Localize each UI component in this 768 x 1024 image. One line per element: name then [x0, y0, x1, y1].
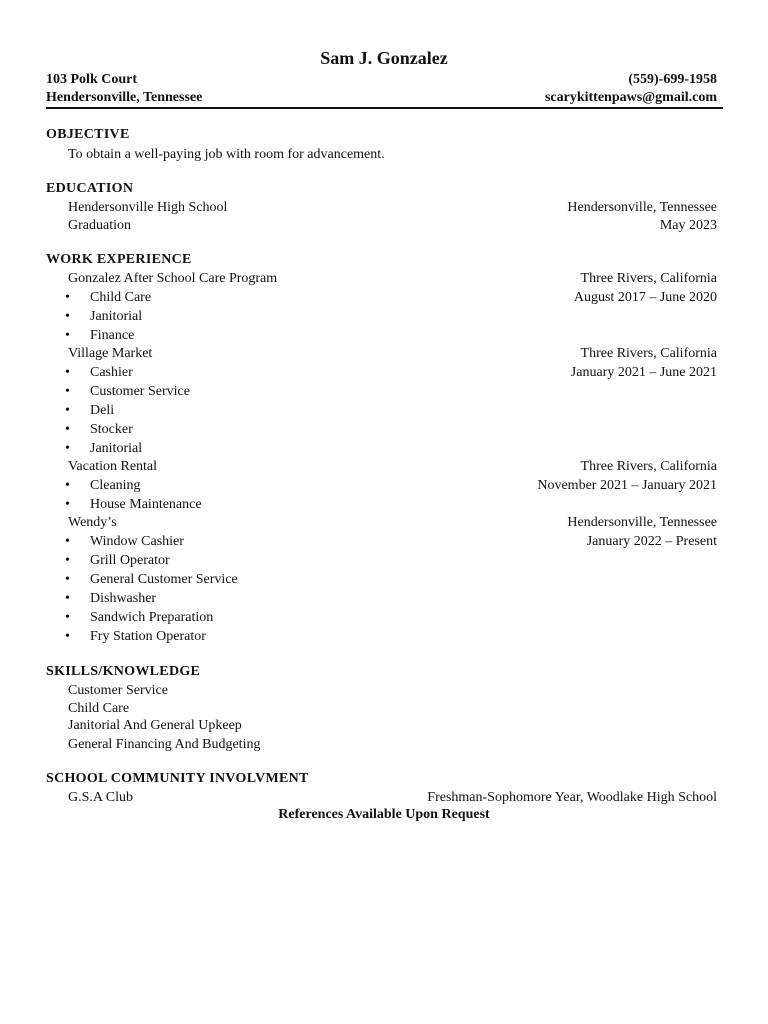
job-duty-row: [65, 308, 717, 326]
education-school: Hendersonville High School: [68, 200, 228, 215]
education-school-row: [68, 199, 717, 217]
skill-text: Child Care: [68, 701, 130, 716]
job-location: Three Rivers, California: [580, 346, 717, 361]
bullet-icon: •: [65, 591, 70, 606]
job-employer: Wendy’s: [68, 515, 117, 530]
education-location: Hendersonville, Tennessee: [567, 200, 717, 215]
job-employer: Village Market: [68, 346, 153, 361]
header-divider: [46, 107, 723, 109]
education-label: Graduation: [68, 218, 131, 233]
job-duty-row: [65, 402, 717, 420]
community-row: [68, 789, 717, 807]
bullet-icon: •: [65, 290, 70, 305]
job-duty: Grill Operator: [90, 553, 170, 568]
bullet-icon: •: [65, 403, 70, 418]
job-header-row: [68, 514, 717, 532]
job-duty-row: [65, 440, 717, 458]
address-line-1: 103 Polk Court: [46, 72, 137, 87]
resume-name: Sam J. Gonzalez: [320, 48, 448, 68]
skill-item: [68, 717, 717, 735]
job-dates: August 2017 – June 2020: [573, 290, 717, 305]
job-duty: Janitorial: [90, 441, 143, 456]
objective-text: [68, 146, 717, 164]
job-duty-row: [65, 327, 717, 345]
job-duty-row: [65, 590, 717, 608]
bullet-icon: •: [65, 441, 70, 456]
skill-text: Customer Service: [68, 683, 168, 698]
job-location: Hendersonville, Tennessee: [567, 515, 717, 530]
bullet-icon: •: [65, 553, 70, 568]
job-employer: Vacation Rental: [68, 459, 158, 474]
job-duty-row: [65, 609, 717, 627]
job-duty: Janitorial: [90, 309, 143, 324]
job-duty-row: [65, 421, 717, 439]
bullet-icon: •: [65, 629, 70, 644]
job-employer: Gonzalez After School Care Program: [68, 271, 278, 286]
references-note: References Available Upon Request: [278, 807, 490, 822]
bullet-icon: •: [65, 610, 70, 625]
bullet-icon: •: [65, 422, 70, 437]
job-duty: Child Care: [90, 290, 152, 305]
objective-heading: OBJECTIVE: [46, 127, 130, 142]
job-dates: January 2021 – June 2021: [570, 365, 717, 380]
job-duty-row: [65, 364, 717, 382]
job-duty-row: [65, 571, 717, 589]
job-header-row: [68, 345, 717, 363]
education-date: May 2023: [659, 218, 717, 233]
skill-item: [68, 682, 717, 700]
address-line-2: Hendersonville, Tennessee: [46, 90, 203, 105]
job-duty: Cashier: [90, 365, 133, 380]
email-address: scarykittenpaws@gmail.com: [544, 90, 717, 105]
job-duty: Fry Station Operator: [90, 629, 206, 644]
job-duty: House Maintenance: [90, 497, 202, 512]
job-dates: November 2021 – January 2021: [537, 478, 717, 493]
job-duty: Dishwasher: [90, 591, 157, 606]
bullet-icon: •: [65, 328, 70, 343]
job-duty: Deli: [90, 403, 115, 418]
job-duty: Stocker: [90, 422, 133, 437]
job-duty-row: [65, 533, 717, 551]
job-header-row: [68, 458, 717, 476]
job-duty-row: [65, 628, 717, 646]
job-duty: Window Cashier: [90, 534, 184, 549]
job-duty: General Customer Service: [90, 572, 238, 587]
skill-item: [68, 736, 717, 754]
job-location: Three Rivers, California: [580, 271, 717, 286]
job-header-row: [68, 270, 717, 288]
bullet-icon: •: [65, 497, 70, 512]
skill-item: [68, 700, 717, 718]
skills-heading: SKILLS/KNOWLEDGE: [46, 664, 201, 679]
phone-number: (559)-699-1958: [628, 72, 717, 87]
community-heading: SCHOOL COMMUNITY INVOLVMENT: [46, 771, 309, 786]
job-duty: Customer Service: [90, 384, 190, 399]
contact-row-2: [46, 89, 717, 107]
job-duty-row: [65, 289, 717, 307]
job-duty-row: [65, 552, 717, 570]
bullet-icon: •: [65, 478, 70, 493]
job-duty-row: [65, 383, 717, 401]
work-heading: WORK EXPERIENCE: [46, 252, 192, 267]
job-duty-row: [65, 496, 717, 514]
skill-text: General Financing And Budgeting: [68, 737, 261, 752]
bullet-icon: •: [65, 572, 70, 587]
bullet-icon: •: [65, 534, 70, 549]
contact-row-1: [46, 71, 717, 89]
job-duty: Sandwich Preparation: [90, 610, 214, 625]
education-graduation-row: [68, 217, 717, 235]
community-club: G.S.A Club: [68, 790, 133, 805]
objective-statement: To obtain a well-paying job with room for advancement.: [68, 147, 385, 162]
job-duty: Cleaning: [90, 478, 141, 493]
job-location: Three Rivers, California: [580, 459, 717, 474]
job-dates: January 2022 – Present: [586, 534, 717, 549]
job-duty: Finance: [90, 328, 135, 343]
community-detail: Freshman-Sophomore Year, Woodlake High School: [427, 790, 717, 805]
bullet-icon: •: [65, 365, 70, 380]
skill-text: Janitorial And General Upkeep: [68, 718, 242, 733]
job-duty-row: [65, 477, 717, 495]
bullet-icon: •: [65, 384, 70, 399]
education-heading: EDUCATION: [46, 181, 134, 196]
bullet-icon: •: [65, 309, 70, 324]
